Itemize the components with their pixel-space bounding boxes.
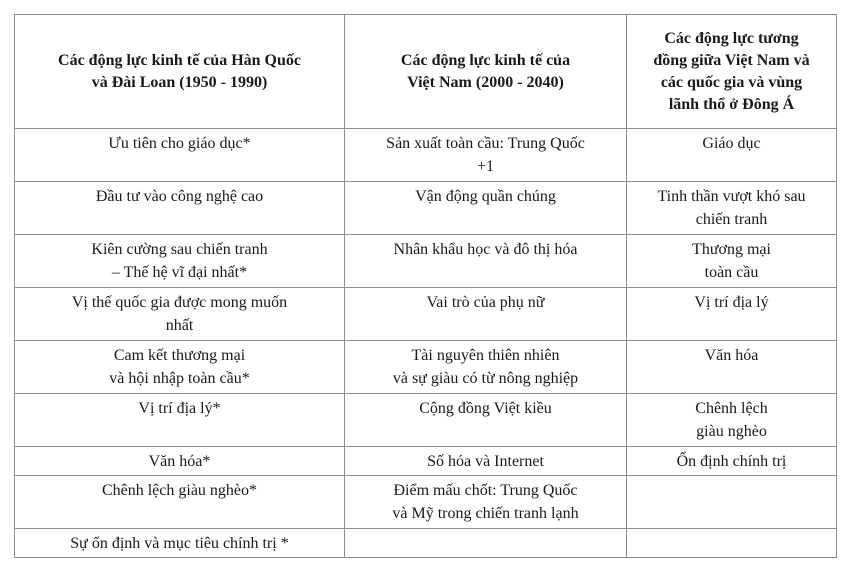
cell-text: Giáo dục	[702, 135, 761, 152]
cell-text: Tinh thần vượt khó sau chiến tranh	[657, 188, 806, 228]
table-row	[15, 394, 837, 447]
cell-text: Vận động quần chúng	[415, 188, 556, 205]
cell-common	[627, 341, 837, 394]
cell-common	[627, 447, 837, 476]
cell-korea-taiwan	[15, 476, 345, 529]
cell-korea-taiwan	[15, 288, 345, 341]
table-row	[15, 341, 837, 394]
cell-korea-taiwan	[15, 394, 345, 447]
cell-text: Chênh lệch giàu nghèo*	[101, 482, 258, 499]
cell-text: Vai trò của phụ nữ	[426, 294, 545, 311]
header-korea-taiwan	[15, 15, 345, 129]
table-row	[15, 476, 837, 529]
cell-text: Cam kết thương mại và hội nhập toàn cầu*	[109, 347, 250, 387]
cell-korea-taiwan	[15, 529, 345, 558]
cell-text: Điểm mấu chốt: Trung Quốc và Mỹ trong chiến tranh lạnh	[392, 482, 579, 522]
cell-vietnam	[345, 394, 627, 447]
cell-text: Kiên cường sau chiến tranh – Thế hệ vĩ đại nhất*	[91, 241, 268, 281]
cell-text: Văn hóa	[704, 347, 759, 364]
cell-vietnam	[345, 529, 627, 558]
cell-vietnam	[345, 129, 627, 182]
header-vietnam-text: Các động lực kinh tế của Việt Nam (2000 - 2040)	[400, 51, 571, 91]
header-vietnam	[345, 15, 627, 129]
cell-korea-taiwan	[15, 447, 345, 476]
cell-text: Sản xuất toàn cầu: Trung Quốc +1	[386, 135, 585, 175]
cell-common	[627, 529, 837, 558]
cell-text: Ổn định chính trị	[676, 453, 787, 470]
cell-korea-taiwan	[15, 182, 345, 235]
cell-vietnam	[345, 235, 627, 288]
cell-common	[627, 235, 837, 288]
table-row	[15, 235, 837, 288]
cell-vietnam	[345, 341, 627, 394]
cell-vietnam	[345, 447, 627, 476]
table-row	[15, 129, 837, 182]
cell-common	[627, 394, 837, 447]
cell-text: Vị trí địa lý*	[138, 400, 221, 417]
cell-text: Nhân khẩu học và đô thị hóa	[393, 241, 578, 258]
cell-text: Vị thế quốc gia được mong muốn nhất	[71, 294, 288, 334]
cell-text: Ưu tiên cho giáo dục*	[108, 135, 251, 152]
cell-vietnam	[345, 476, 627, 529]
table-row	[15, 447, 837, 476]
header-common-drivers	[627, 15, 837, 129]
header-row	[15, 15, 837, 129]
table-row	[15, 288, 837, 341]
cell-text: Vị trí địa lý	[694, 294, 769, 311]
cell-vietnam	[345, 182, 627, 235]
cell-korea-taiwan	[15, 235, 345, 288]
cell-text: Số hóa và Internet	[427, 453, 544, 470]
cell-text: Cộng đồng Việt kiều	[419, 400, 552, 417]
table-row	[15, 529, 837, 558]
cell-text: Thương mại toàn cầu	[692, 241, 771, 281]
cell-common	[627, 476, 837, 529]
cell-korea-taiwan	[15, 129, 345, 182]
header-common-drivers-text: Các động lực tương đồng giữa Việt Nam và các quốc gia và vùng lãnh thổ ở Đông Á	[653, 29, 810, 113]
cell-text: Đầu tư vào công nghệ cao	[95, 188, 264, 205]
cell-text: Sự ổn định và mục tiêu chính trị *	[70, 535, 289, 552]
cell-vietnam	[345, 288, 627, 341]
cell-text: Chênh lệch giàu nghèo	[695, 400, 768, 440]
comparison-table	[14, 14, 837, 558]
cell-text: Văn hóa*	[148, 453, 211, 470]
cell-common	[627, 129, 837, 182]
cell-text: Tài nguyên thiên nhiên và sự giàu có từ nông nghiệp	[392, 347, 579, 387]
table-row	[15, 182, 837, 235]
cell-common	[627, 288, 837, 341]
cell-korea-taiwan	[15, 341, 345, 394]
cell-common	[627, 182, 837, 235]
header-korea-taiwan-text: Các động lực kinh tế của Hàn Quốc và Đài Loan (1950 - 1990)	[58, 51, 301, 91]
